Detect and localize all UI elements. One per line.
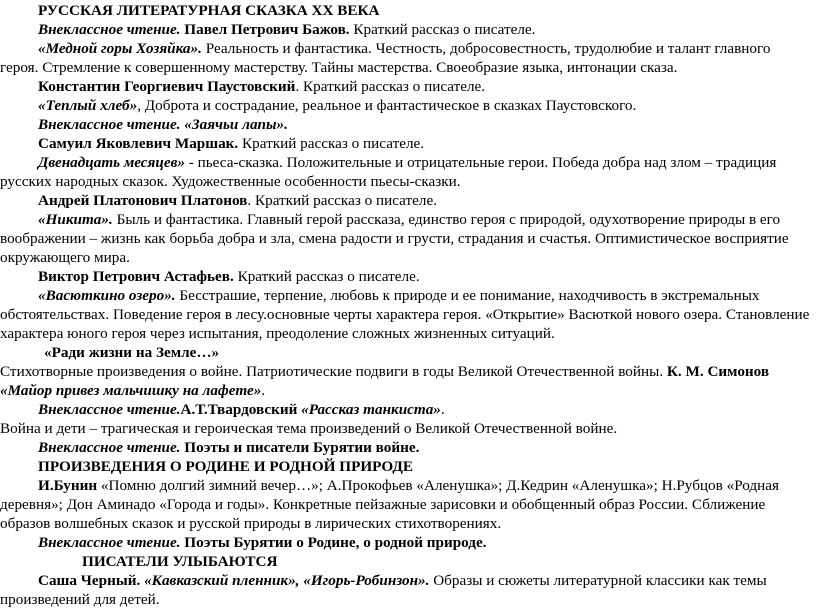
paragraph-hozyaika: «Медной горы Хозяйка». Реальность и фантастика. Честность, добросовестность, трудолюбие и талант главного героя. Стремление к совершенному мастерству. Тайны мастерства. Своеобразие языка, интонации сказа. <box>0 40 771 76</box>
section-heading-homeland: ПРОИЗВЕДЕНИЯ О РОДИНЕ И РОДНОЙ ПРИРОДЕ <box>38 458 413 475</box>
paragraph-war-poems: Стихотворные произведения о войне. Патриотические подвиги в годы Великой Отечественной войны. К. М. Симонов «Майор привез мальчишку на лафете». <box>0 363 770 399</box>
paragraph-buryatia-homeland: Внеклассное чтение. Поэты Бурятии о Родине, о родной природе. <box>38 534 487 551</box>
paragraph-zayachi-lapy: Внеклассное чтение. «Заячьи лапы». <box>38 116 288 133</box>
paragraph-paustovsky: Константин Георгиевич Паустовский. Краткий рассказ о писателе. <box>38 78 486 95</box>
paragraph-platonov: Андрей Платонович Платонов. Краткий рассказ о писателе. <box>38 192 438 209</box>
paragraph-dvenadtsat-mesyatsev: Двенадцать месяцев» - пьеса-сказка. Положительные и отрицательные герои. Победа добра над злом – традиция русских народных сказок. Художественные особенности пьесы-сказки. <box>0 154 777 190</box>
paragraph-vasyutkino-ozero: «Васюткино озеро». Бесстрашие, терпение, любовь к природе и ее понимание, находчивость в экстремальных обстоятельствах. Поведение героя в лесу.основные черты характера героя. «Открытие» Васюткой нового озера. Становление характера юного героя через испытания, преодоление сложных жизненных ситуаций. <box>0 287 810 342</box>
paragraph-tvardovsky: Внеклассное чтение.А.Т.Твардовский «Рассказ танкиста». <box>38 401 445 418</box>
paragraph-war-and-children: Война и дети – трагическая и героическая тема произведений о Великой Отечественной войне. <box>0 420 618 437</box>
paragraph-marshak: Самуил Яковлевич Маршак. Краткий рассказ о писателе. <box>38 135 425 152</box>
subheading-radi-zhizni: «Ради жизни на Земле…» <box>44 344 220 361</box>
paragraph-bazhov: Внеклассное чтение. Павел Петрович Бажов. Краткий рассказ о писателе. <box>38 21 536 38</box>
paragraph-homeland-poets: И.Бунин «Помню долгий зимний вечер…»; А.Прокофьев «Аленушка»; Д.Кедрин «Аленушка»; Н.Рубцов «Родная деревня»; Дон Аминадо «Города и годы». Конкретные пейзажные зарисовки и обобщенный образ России. Сближение образов волшебных сказок и русской природы в лирических стихотворениях. <box>0 477 780 532</box>
paragraph-astafiev: Виктор Петрович Астафьев. Краткий рассказ о писателе. <box>38 268 420 285</box>
paragraph-buryatia-war: Внеклассное чтение. Поэты и писатели Бурятии войне. <box>38 439 420 456</box>
paragraph-nikita: «Никита». Быль и фантастика. Главный герой рассказа, единство героя с природой, одухотворение природы в его воображении – жизнь как борьба добра и зла, смена радости и грусти, страдания и счастья. Оптимистическое восприятие окружающего мира. <box>0 211 789 266</box>
section-heading-writers-smile: ПИСАТЕЛИ УЛЫБАЮТСЯ <box>82 553 278 570</box>
section-heading-literary-fairy-tale: РУССКАЯ ЛИТЕРАТУРНАЯ СКАЗКА XX ВЕКА <box>38 2 380 19</box>
paragraph-tepliy-khleb: «Теплый хлеб», Доброта и сострадание, реальное и фантастическое в сказках Паустовского. <box>38 97 637 114</box>
paragraph-sasha-cherny: Саша Черный. «Кавказский пленник», «Игорь-Робинзон». Образы и сюжеты литературной классики как темы произведений для детей. <box>0 572 767 608</box>
